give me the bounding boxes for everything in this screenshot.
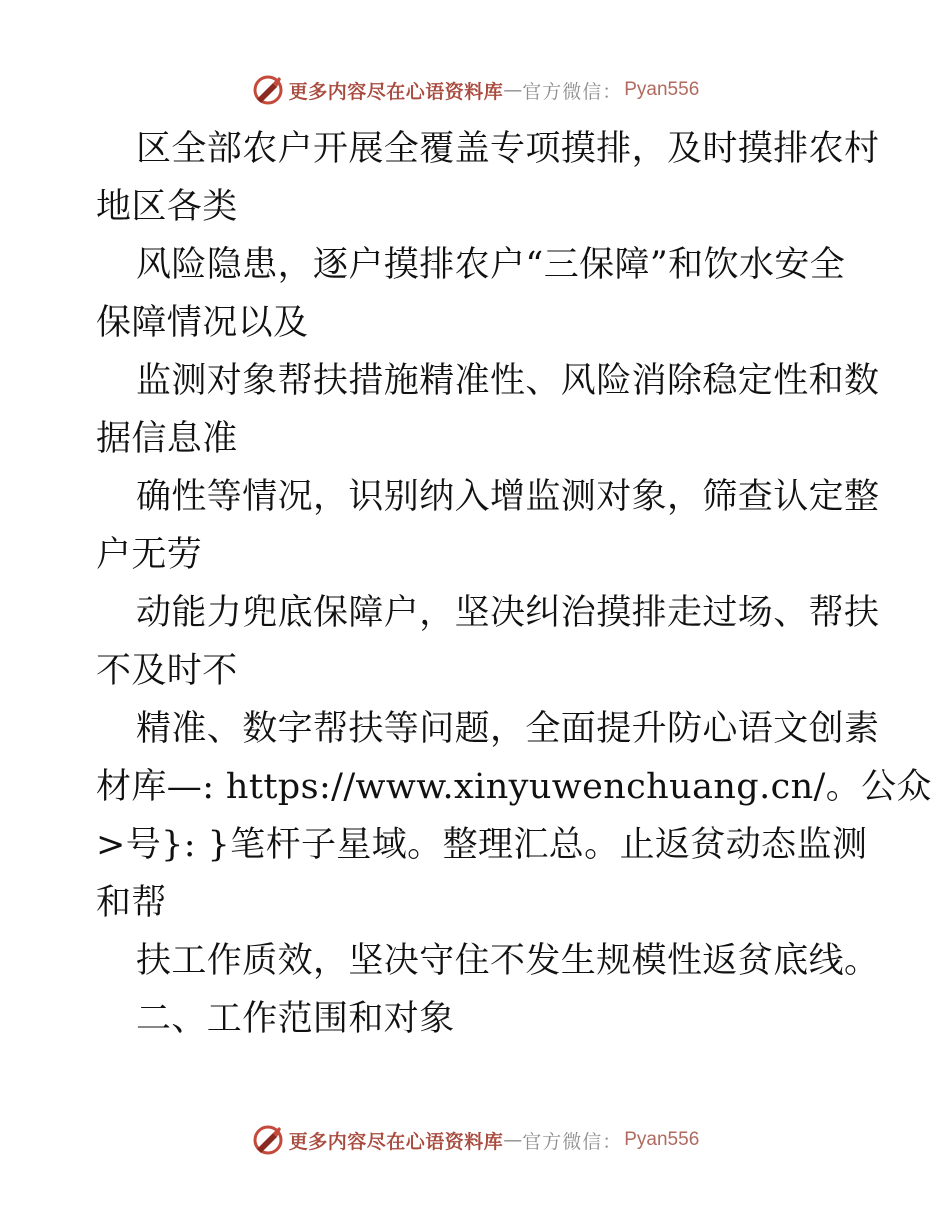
header-banner-separator: — bbox=[503, 79, 523, 101]
body-line: >号}: }笔杆子星域。整理汇总。止返贫动态监测 bbox=[96, 825, 868, 865]
body-line: 和帮 bbox=[96, 883, 167, 923]
body-line: 确性等情况，识别纳入增监测对象，筛查认定整 bbox=[136, 477, 880, 517]
body-line: 精准、数字帮扶等问题，全面提升防心语文创素 bbox=[136, 709, 880, 749]
footer-banner-main-text: 更多内容尽在心语资料库 bbox=[288, 1130, 504, 1153]
pen-nib-logo-icon bbox=[251, 73, 285, 107]
section-heading: 二、工作范围和对象 bbox=[136, 999, 455, 1039]
body-line: 监测对象帮扶措施精准性、风险消除稳定性和数 bbox=[136, 361, 880, 401]
header-banner-sub-text: 官方微信： bbox=[522, 80, 623, 103]
body-line: 户无劳 bbox=[96, 535, 203, 575]
header-banner-wechat-id: Pyan556 bbox=[624, 79, 700, 100]
footer-banner-separator: — bbox=[503, 1129, 523, 1151]
body-line: 材库—: https://www.xinyuwenchuang.cn/。公众 bbox=[96, 767, 932, 807]
footer-banner-sub-text: 官方微信： bbox=[522, 1130, 623, 1153]
header-banner-main-text: 更多内容尽在心语资料库 bbox=[288, 80, 504, 103]
body-line: 扶工作质效，坚决守住不发生规模性返贫底线。 bbox=[136, 941, 880, 981]
body-line: 风险隐患，逐户摸排农户“三保障”和饮水安全 bbox=[136, 245, 846, 285]
footer-watermark-banner bbox=[0, 1122, 950, 1158]
body-line: 地区各类 bbox=[96, 187, 238, 227]
footer-banner-wechat-id: Pyan556 bbox=[624, 1129, 700, 1150]
body-line: 不及时不 bbox=[96, 651, 238, 691]
pen-nib-logo-icon bbox=[251, 1123, 285, 1157]
body-line: 动能力兜底保障户，坚决纠治摸排走过场、帮扶 bbox=[136, 593, 880, 633]
document-body bbox=[96, 120, 932, 1048]
body-line: 保障情况以及 bbox=[96, 303, 309, 343]
body-line: 据信息准 bbox=[96, 419, 238, 459]
header-watermark-banner bbox=[0, 72, 950, 108]
body-line: 区全部农户开展全覆盖专项摸排，及时摸排农村 bbox=[136, 129, 880, 169]
